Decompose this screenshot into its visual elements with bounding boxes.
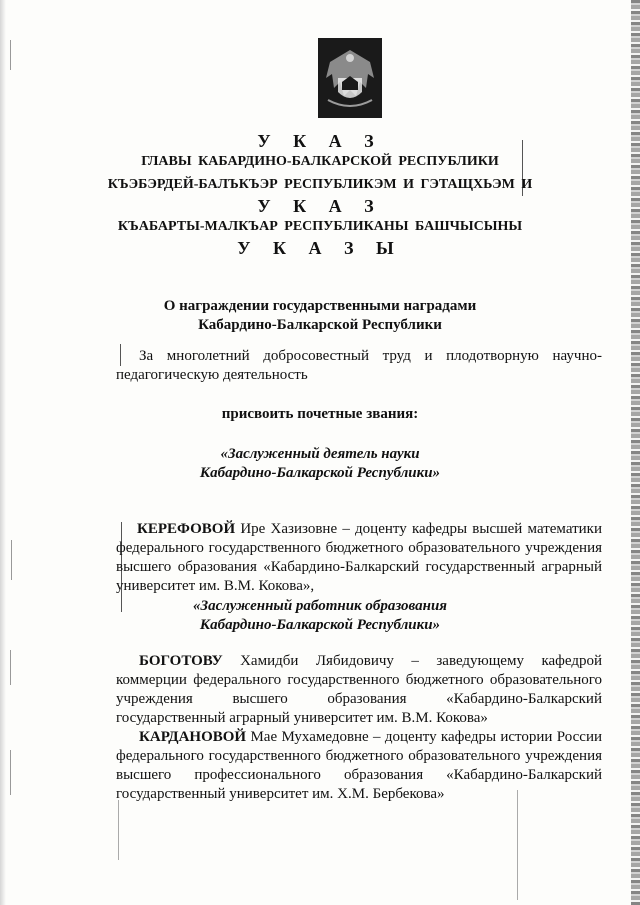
scan-speck <box>10 40 11 70</box>
decree-heading-kabardian: У К А З <box>257 196 383 216</box>
issuer-russian: ГЛАВЫ КАБАРДИНО-БАЛКАРСКОЙ РЕСПУБЛИКИ <box>141 154 499 169</box>
scan-line <box>118 800 119 860</box>
issuer-kabardian: КЪЭБЭРДЕЙ-БАЛЪКЪЭР РЕСПУБЛИКЭМ И ГЭТАЩХЬЭМ И <box>107 177 533 192</box>
awardee-name: БОГОТОВУ <box>139 653 223 669</box>
intro-paragraph: За многолетний добросовестный труд и плодотворную научно-педагогическую деятельность <box>116 348 602 383</box>
scan-speck <box>11 540 12 580</box>
awardee-details: Хамидби Лябидовичу – заведующему кафедрой коммерции федерального государственного бюджетного образовательного учреждения высшего образования «Кабардино-Балкарский государственный аграрный университет им. В.М. Кокова» <box>116 653 603 726</box>
scan-line <box>517 790 518 900</box>
scan-speck <box>10 750 11 795</box>
awardee-details: Ире Хазизовне – доценту кафедры высшей математики федерального государственного бюджетного образовательного учреждения высшего образования «Кабардино-Балкарский государственный аграрный университет им. В.М. Кокова», <box>116 521 602 594</box>
decision-line: присвоить почетные звания: <box>221 406 419 422</box>
award-title-science-2: Кабардино-Балкарской Республики» <box>199 465 441 481</box>
decree-heading-balkarian: У К А З Ы <box>237 238 403 258</box>
kbr-coat-of-arms-icon <box>318 38 382 118</box>
awardee-paragraph <box>116 652 602 728</box>
awardee-paragraph <box>116 728 602 804</box>
award-title-science-1: «Заслуженный деятель науки <box>220 446 420 462</box>
scan-speck <box>10 650 11 685</box>
awardee-paragraph <box>116 520 602 596</box>
issuer-balkarian: КЪАБАРТЫ-МАЛКЪАР РЕСПУБЛИКАНЫ БАШЧЫСЫНЫ <box>117 219 523 234</box>
decree-title-line-1: О награждении государственными наградами <box>163 298 477 314</box>
award-title-education-1: «Заслуженный работник образования <box>192 598 448 614</box>
awardee-details: Мае Мухамедовне – доценту кафедры истории России федерального государственного бюджетного образовательного учреждения высшего профессионального образования «Кабардино-Балкарский государственный университет им. Х.М. Бербекова» <box>116 729 603 802</box>
awardee-name: КАРДАНОВОЙ <box>139 729 247 745</box>
decree-heading: У К А З <box>257 131 383 151</box>
award-title-education-2: Кабардино-Балкарской Республики» <box>199 617 441 633</box>
awardee-name: КЕРЕФОВОЙ <box>137 521 236 537</box>
decree-title-line-2: Кабардино-Балкарской Республики <box>198 317 442 333</box>
